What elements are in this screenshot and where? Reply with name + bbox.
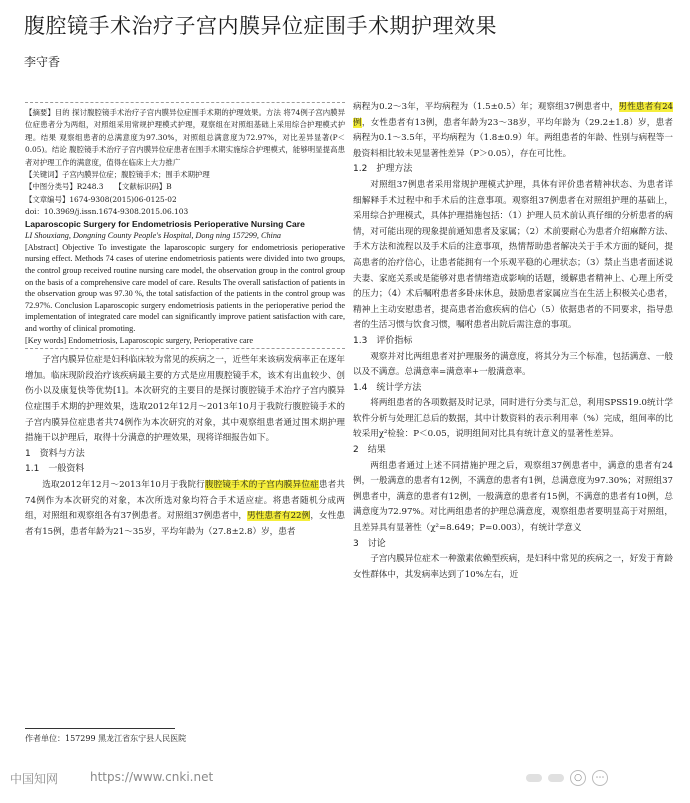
section-1-heading: 1 资料与方法	[25, 448, 85, 459]
author-name: 李守香	[24, 55, 61, 69]
left-column	[25, 100, 345, 540]
abstract-cn	[25, 107, 345, 219]
intro-paragraph: 子宫内膜异位症是妇科临床较为常见的疾病之一，近些年来该病发病率正在逐年增加。临床现阶段治疗该疾病最主要的方式是应用腹腔镜手术，该术有出血较少、创伤小以及康复快等优势[1]。本次研究的主要目的是探讨腹腔镜手术治疗子宫内膜异位症围手术期的护理效果，选取2012年12月～2013年10月于我院行腹腔镜手术的子宫内膜异位症患者共74例作为本次研究的对象，其中观察组患者通过围术期护理措施干以护理后，取得十分满意的护理效果，现将详细报告如下。	[25, 355, 345, 444]
keywords-cn: 【关键词】子宫内膜异位症；腹腔镜手术；围手术期护理	[25, 170, 210, 180]
right-text-1: 病程为0.2～3年，平均病程为（1.5±0.5）年；观察组37例患者中，	[353, 102, 619, 112]
highlight-laparoscopy: 腹腔镜手术的子宫内膜异位症	[204, 479, 319, 490]
abstract-bottom-rule	[25, 348, 345, 349]
abstract-cn-text: 【摘要】目的 探讨腹腔镜手术治疗子宫内膜异位症围手术期的护理效果。方法 将74例子宫内膜异位症患者分为两组，对照组采用常规护理模式护理，观察组在对照组基础上采用综合护理模式护理。结果 观察组患者的总满意度为97.30%，对照组总满意度为72.97%，对比差异显著(P＜0.05)。结论 腹腔镜手术治疗子宫内膜异位症患者在围手术期实施综合护理模式，能够明显提高患者对护理工作的满意度，值得在临床上大力推广	[25, 108, 345, 167]
doi: doi：10.3969/j.issn.1674-9308.2015.06.103	[25, 207, 189, 217]
clc-number: 【中图分类号】R248.3 【文献标识码】B	[25, 182, 172, 192]
section-2-heading: 2 结果	[353, 445, 386, 456]
footnote: 作者单位：157299 黑龙江省东宁县人民医院	[25, 734, 187, 743]
section-1-4-heading: 1.4 统计学方法	[353, 382, 422, 393]
statistics-paragraph: 将两组患者的各项数据及时记录，同时进行分类与汇总，利用SPSS19.0统计学软件分析与处理汇总后的数据，其中计数资料的表示利用率（%）完成，组间率的比较采用χ²检验：P＜0.05，说明组间对比具有统计意义的显著性差异。	[353, 398, 673, 440]
pill-icon-2[interactable]	[548, 774, 564, 782]
general-text-3: ，女性患者有15例，患者年龄为21～35岁，平均年龄为（27.8±2.8）岁，患者	[25, 511, 345, 537]
general-data-continued	[353, 100, 673, 162]
section-1-3-heading: 1.3 评价指标	[353, 335, 413, 346]
footnote-rule	[25, 728, 175, 729]
circle-icon[interactable]: ○	[570, 770, 586, 786]
right-text-2: ，女性患者有13例，患者年龄为23～38岁，平均年龄为（29.2±1.8）岁，患者病程为0.1～3.5年，平均病程为（1.8±0.9）年。两组患者的年龄、性别与病程等一般资料相比较未见显著性差异（P＞0.05），存在可比性。	[353, 117, 673, 159]
viewer-controls	[526, 770, 608, 786]
general-data-paragraph	[25, 478, 345, 540]
section-1-2-heading: 1.2 护理方法	[353, 164, 413, 175]
abstract-en	[25, 219, 345, 347]
evaluation-paragraph: 观察并对比两组患者对护理服务的满意度，将其分为三个标准，包括满意、一般以及不满意。总满意率=满意率+一般满意率。	[353, 351, 673, 378]
section-1-1-heading: 1.1 一般资料	[25, 464, 85, 475]
section-3-heading: 3 讨论	[353, 538, 386, 549]
care-paragraph: 对照组37例患者采用常规护理模式护理，具体有评价患者精神状态、为患者详细解释手术过程中和手术后的注意事项。观察组37例患者在对照组护理的基础上，采用综合护理模式，具体护理措施包括：（1）护理人员术前认真仔细的分析患者的病情，对可能出现的现象提前通知患者及家属；（2）术前要耐心为患者介绍麻醉方法、手术方法和流程以及手术后的注意事项，热情帮助患者解决关于手术方面的疑问，提高患者的治疗信心，让患者能拥有一个乐观平稳的心理状态；（3）禁止当患者面述说夫妻、家庭关系或是能够对患者情绪造成影响的话题，缓解患者精神上、心理上所受的压力；（4）术后嘱咐患者多卧床休息，鼓励患者家属应当在生活上积极关心患者，精神上主动安慰患者，提高患者治愈疾病的信心（5）依据患者的不同要求，指导患者的生活习惯与饮食习惯，嘱咐患者出院后需注意的事项。	[353, 179, 673, 331]
english-title: Laparoscopic Surgery for Endometriosis Perioperative Nursing Care	[25, 218, 305, 229]
results-paragraph: 两组患者通过上述不同措施护理之后，观察组37例患者中，满意的患者有24例，一般满意的患者有12例，不满意的患者有1例，总满意度为97.30%；对照组37例患者中，满意的患者有12例，一般满意的患者有15例，不满意的患者有10例，总满意度为72.97%。对比两组患者的护理总满意度，观察组患者要明显高于对照组，且差异具有显著性（χ²=8.649；P=0.003），有统计学意义	[353, 460, 673, 534]
english-keywords: [Key words] Endometriosis, Laparoscopic surgery, Perioperative care	[25, 335, 254, 345]
highlight-male-24: 男性患者有24例	[353, 102, 674, 128]
article-number: 【文章编号】1674-9308(2015)06-0125-02	[25, 194, 177, 204]
pill-icon[interactable]	[526, 774, 542, 782]
discussion-paragraph: 子宫内膜异位症术一种激素依赖型疾病，是妇科中常见的疾病之一，好发于育龄女性群体中，其发病率达到了10%左右，近	[353, 554, 673, 580]
cnki-url: https://www.cnki.net	[90, 770, 214, 784]
highlight-male-22: 男性患者有22例	[247, 511, 311, 522]
abstract-top-rule	[25, 102, 345, 103]
general-text-1: 选取2012年12月～2013年10月于我院行	[42, 479, 205, 490]
english-abstract: [Abstract] Objective To investigate the laparoscopic surgery for endometriosis perioperative nursing effect. Methods 74 cases of uterine endometriosis patients were divided into two groups, the control group received routine nursing care model, the observation group in the control group on the basis of a comprehensive care model of care. Results The overall satisfaction of patients in the observation group was 97.30 %, the total satisfaction of the patients in the control group was 72.97%. Conclusion Laparoscopic surgery endometriosis patients in the perioperative period the implementation of integrated care model can significantly improve patient satisfaction with care, and worthy of clinical promoting.	[25, 242, 345, 333]
right-column	[353, 100, 673, 583]
english-affiliation: LI Shouxiang, Dongning County People's Hospital, Dong ning 157299, China	[25, 231, 282, 241]
cnki-logo-text: 中国知网	[10, 772, 59, 786]
more-icon[interactable]: ⋯	[592, 770, 608, 786]
page-title: 腹腔镜手术治疗子宫内膜异位症围手术期护理效果	[24, 14, 497, 38]
general-text-2: 患者共74例作为本次研究的对象，本次所选对象均符合手术适应症。将患者随机分成两组，对照组和观察组各有37例患者。对照组37例患者中，	[25, 479, 345, 522]
